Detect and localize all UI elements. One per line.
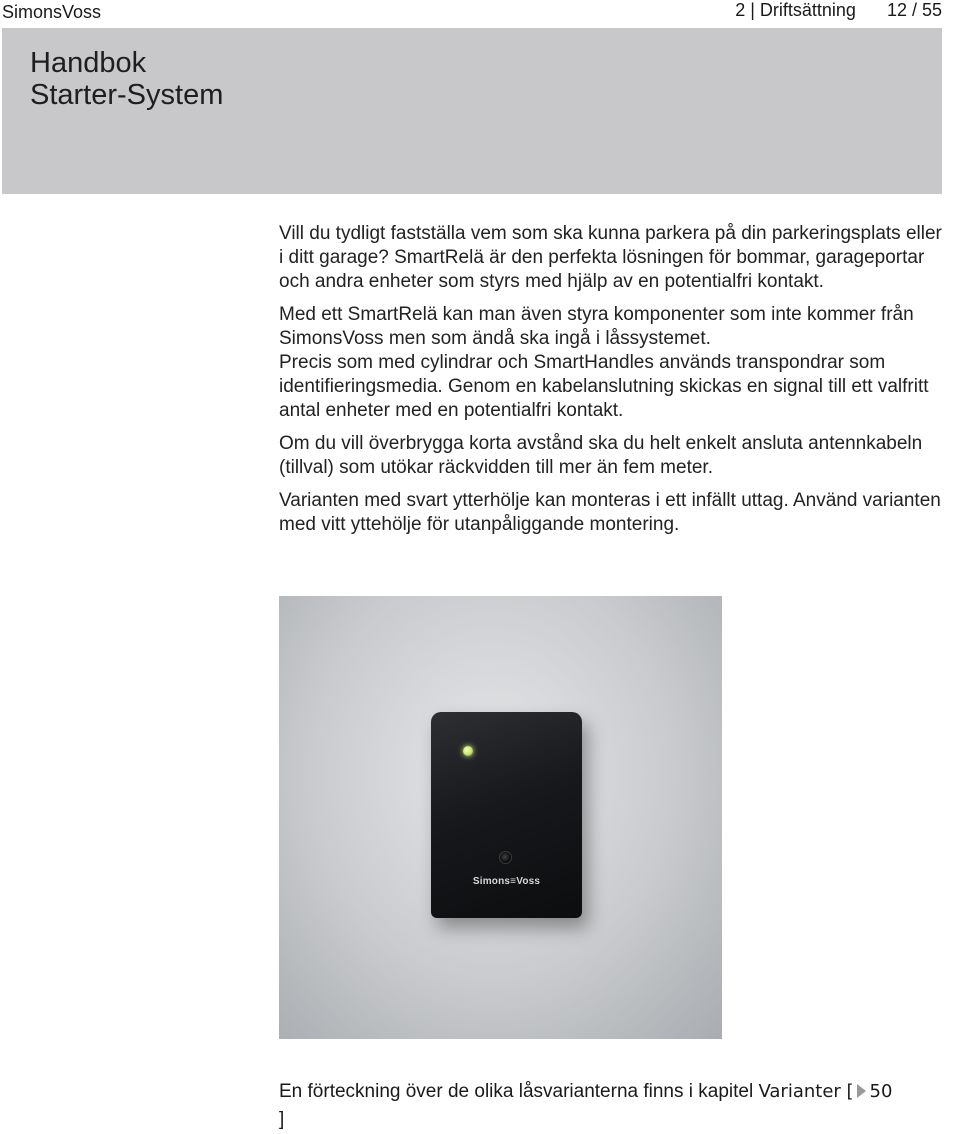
header-brand: SimonsVoss (2, 2, 102, 22)
paragraph-5: Varianten med svart ytterhölje kan monteras i ett infällt uttag. Använd varianten med vitt yttehölje för utanpåliggande montering. (279, 490, 941, 535)
title-band (2, 28, 942, 194)
status-led (463, 746, 473, 756)
product-photo (279, 596, 722, 1039)
footer-reference (279, 1078, 959, 1134)
body-text (279, 222, 949, 546)
link-page-number[interactable]: 50 (869, 1081, 893, 1102)
paragraph-2: Med ett SmartRelä kan man även styra komponenter som inte kommer från SimonsVoss men som ändå ska ingå i låssystemet. (279, 304, 914, 349)
paragraph-4: Om du vill överbrygga korta avstånd ska du helt enkelt ansluta antennkabeln (tillval) som utökar räckvidden till mer än fem meter. (279, 433, 923, 478)
header-right (735, 0, 942, 21)
chapter-label: 2 | Driftsättning (735, 0, 856, 20)
varianter-link[interactable]: Varianter [ (758, 1081, 854, 1102)
paragraph-3: Precis som med cylindrar och SmartHandles används transpondrar som identifieringsmedia. Genom en kabelanslutning skickas en signal till ett valfritt antal enheter med en potentialfri kontakt. (279, 352, 929, 421)
footer-text: En förteckning över de olika låsvarianterna finns i kapitel (279, 1081, 759, 1102)
device-logo: Simons≡Voss (472, 876, 541, 887)
arrow-right-icon (857, 1084, 866, 1098)
paragraph-1: Vill du tydligt fastställa vem som ska kunna parkera på din parkeringsplats eller i ditt garage? SmartRelä är den perfekta lösningen för bommar, garageportar och andra enheter som styrs med hjälp av en potentialfri kontakt. (279, 223, 942, 292)
document-title-line1: Handbok (30, 47, 147, 79)
smartrelay-device (431, 712, 582, 918)
page-number: 12 / 55 (886, 0, 942, 20)
device-sensor-hole (499, 851, 512, 864)
link-closing-bracket: ] (279, 1109, 285, 1130)
document-title-line2: Starter-System (30, 79, 224, 111)
